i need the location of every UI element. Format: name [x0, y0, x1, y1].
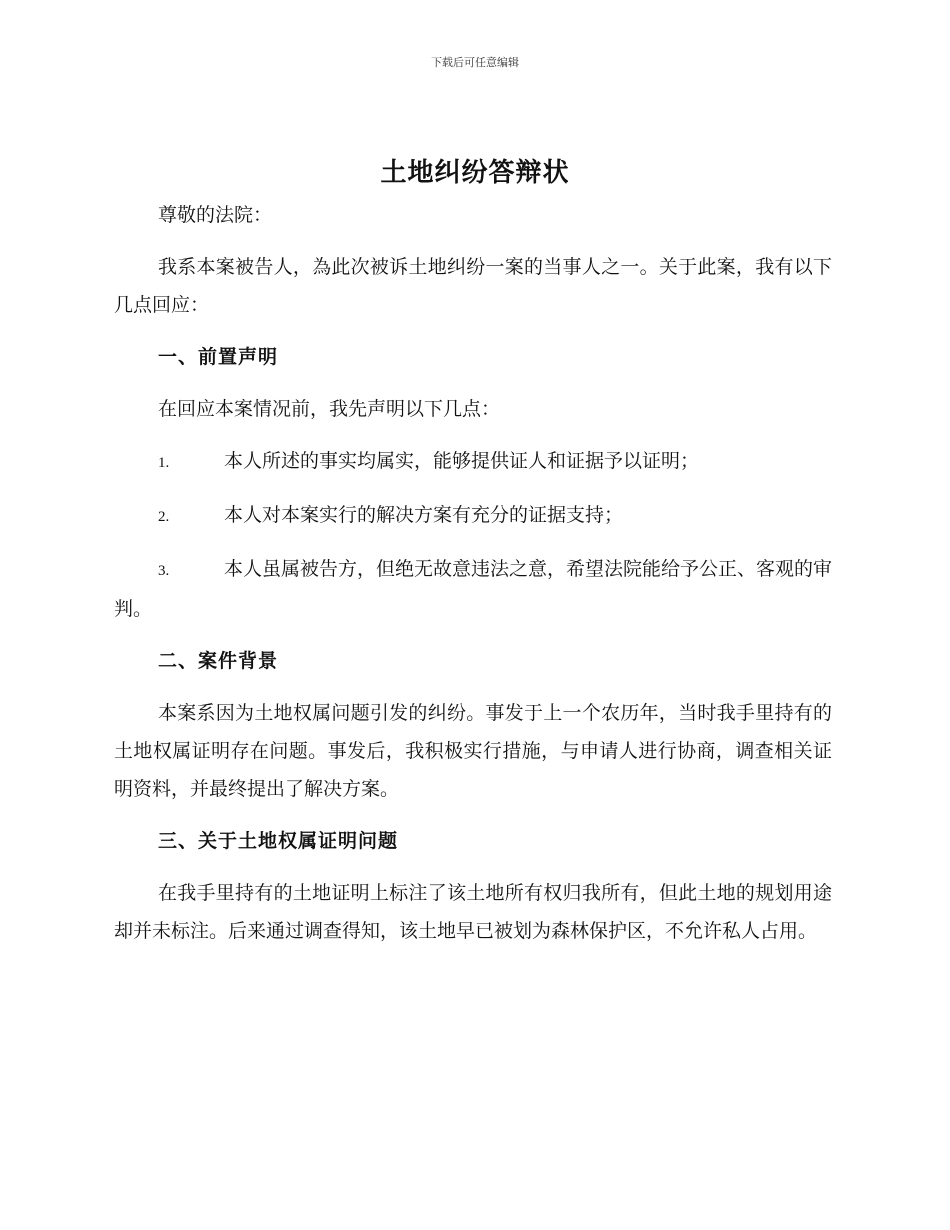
section-paragraph: 在回应本案情况前，我先声明以下几点：	[158, 398, 501, 420]
section-heading-background: 二、案件背景	[158, 650, 279, 672]
section-heading-land-certificate: 三、关于土地权属证明问题	[158, 830, 399, 852]
document-body	[114, 196, 832, 964]
salutation: 尊敬的法院：	[158, 204, 273, 226]
list-item	[114, 496, 832, 536]
list-text: 本人所述的事实均属实，能够提供证人和证据予以证明；	[224, 450, 700, 472]
list-item	[114, 442, 832, 482]
intro-paragraph: 我系本案被告人，為此次被诉土地纠纷一案的当事人之一。关于此案，我有以下几点回应：	[114, 256, 832, 316]
section-paragraph: 在我手里持有的土地证明上标注了该土地所有权归我所有，但此土地的规划用途却并未标注。后来通过调查得知，该土地早已被划为森林保护区，不允许私人占用。	[114, 882, 832, 942]
list-number: 3.	[158, 563, 170, 579]
list-number: 2.	[158, 509, 170, 525]
list-number: 1.	[158, 455, 170, 471]
list-item	[114, 550, 832, 628]
section-paragraph: 本案系因为土地权属问题引发的纠纷。事发于上一个农历年，当时我手里持有的土地权属证明存在问题。事发后，我积极实行措施，与申请人进行协商，调查相关证明资料，并最终提出了解决方案。	[114, 702, 832, 800]
list-text: 本人虽属被告方，但绝无故意违法之意，希望法院能给予公正、客观的审判。	[114, 558, 833, 620]
list-text: 本人对本案实行的解决方案有充分的证据支持；	[224, 504, 624, 526]
document-title: 土地纠纷答辩状	[380, 158, 570, 188]
section-heading-preliminary: 一、前置声明	[158, 346, 279, 368]
page-header: 下载后可任意编辑	[431, 56, 519, 69]
